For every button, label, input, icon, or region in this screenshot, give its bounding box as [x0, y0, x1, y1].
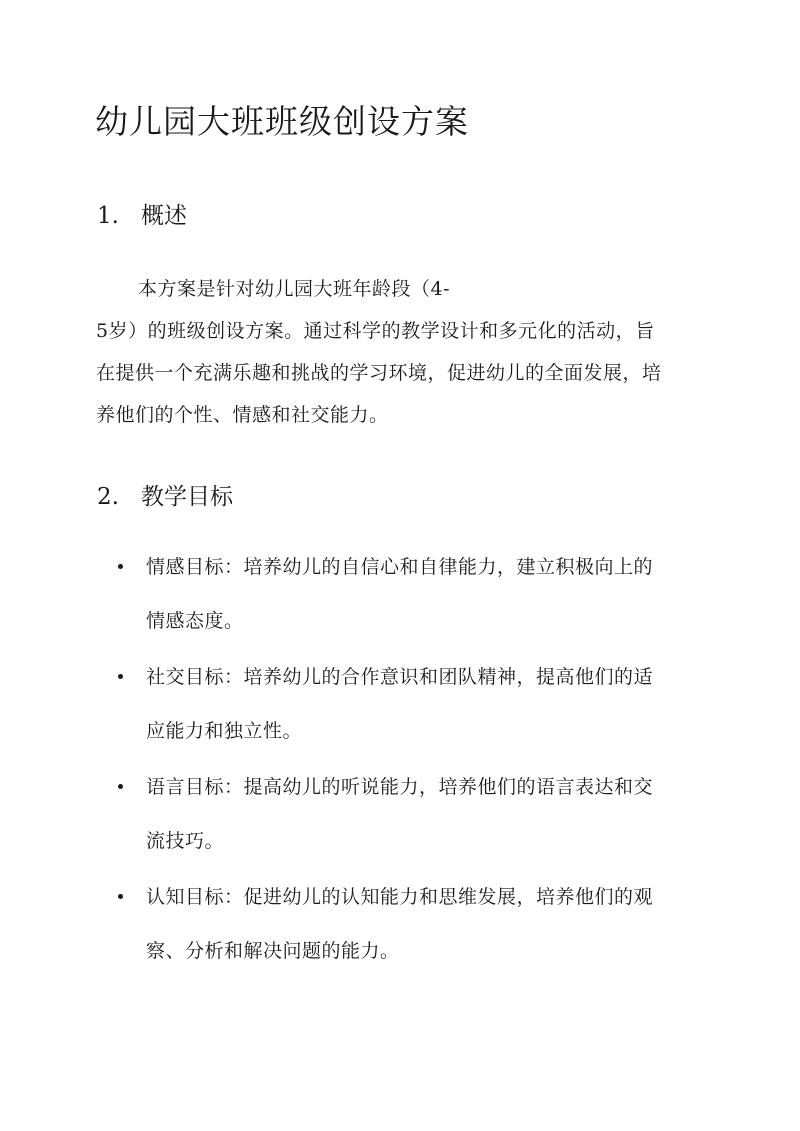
list-item-text	[146, 870, 706, 978]
list-item-line: 语言目标：提高幼儿的听说能力，培养他们的语言表达和交	[146, 776, 654, 798]
bullet-icon	[118, 894, 123, 899]
paragraph-line: 在提供一个充满乐趣和挑战的学习环境，促进幼儿的全面发展，培	[96, 362, 662, 384]
list-item-text	[146, 540, 706, 648]
paragraph-line: 本方案是针对幼儿园大班年龄段（4-	[138, 278, 451, 300]
document-title: 幼儿园大班班级创设方案	[95, 102, 469, 141]
list-item-line: 情感目标：培养幼儿的自信心和自律能力，建立积极向上的	[146, 556, 654, 578]
section-heading-overview	[97, 197, 187, 230]
list-item-line: 察、分析和解决问题的能力。	[146, 940, 400, 962]
paragraph-line: 5岁）的班级创设方案。通过科学的教学设计和多元化的活动，旨	[96, 320, 655, 342]
bullet-icon	[118, 674, 123, 679]
bullet-icon	[118, 564, 123, 569]
list-item-text	[146, 650, 706, 758]
list-item-line: 情感态度。	[146, 610, 244, 632]
list-item-line: 社交目标：培养幼儿的合作意识和团队精神，提高他们的适	[146, 666, 654, 688]
section-heading-teaching-goals	[97, 478, 233, 511]
section-number: 2.	[97, 484, 119, 510]
paragraph-line: 养他们的个性、情感和社交能力。	[96, 404, 389, 426]
section-number: 1.	[97, 203, 119, 229]
overview-paragraph	[96, 268, 716, 436]
list-item-line: 流技巧。	[146, 830, 225, 852]
list-item-text	[146, 760, 706, 868]
section-title: 概述	[141, 203, 187, 229]
section-title: 教学目标	[141, 484, 233, 510]
list-item-line: 应能力和独立性。	[146, 720, 303, 742]
bullet-icon	[118, 784, 123, 789]
list-item-line: 认知目标：促进幼儿的认知能力和思维发展，培养他们的观	[146, 886, 654, 908]
